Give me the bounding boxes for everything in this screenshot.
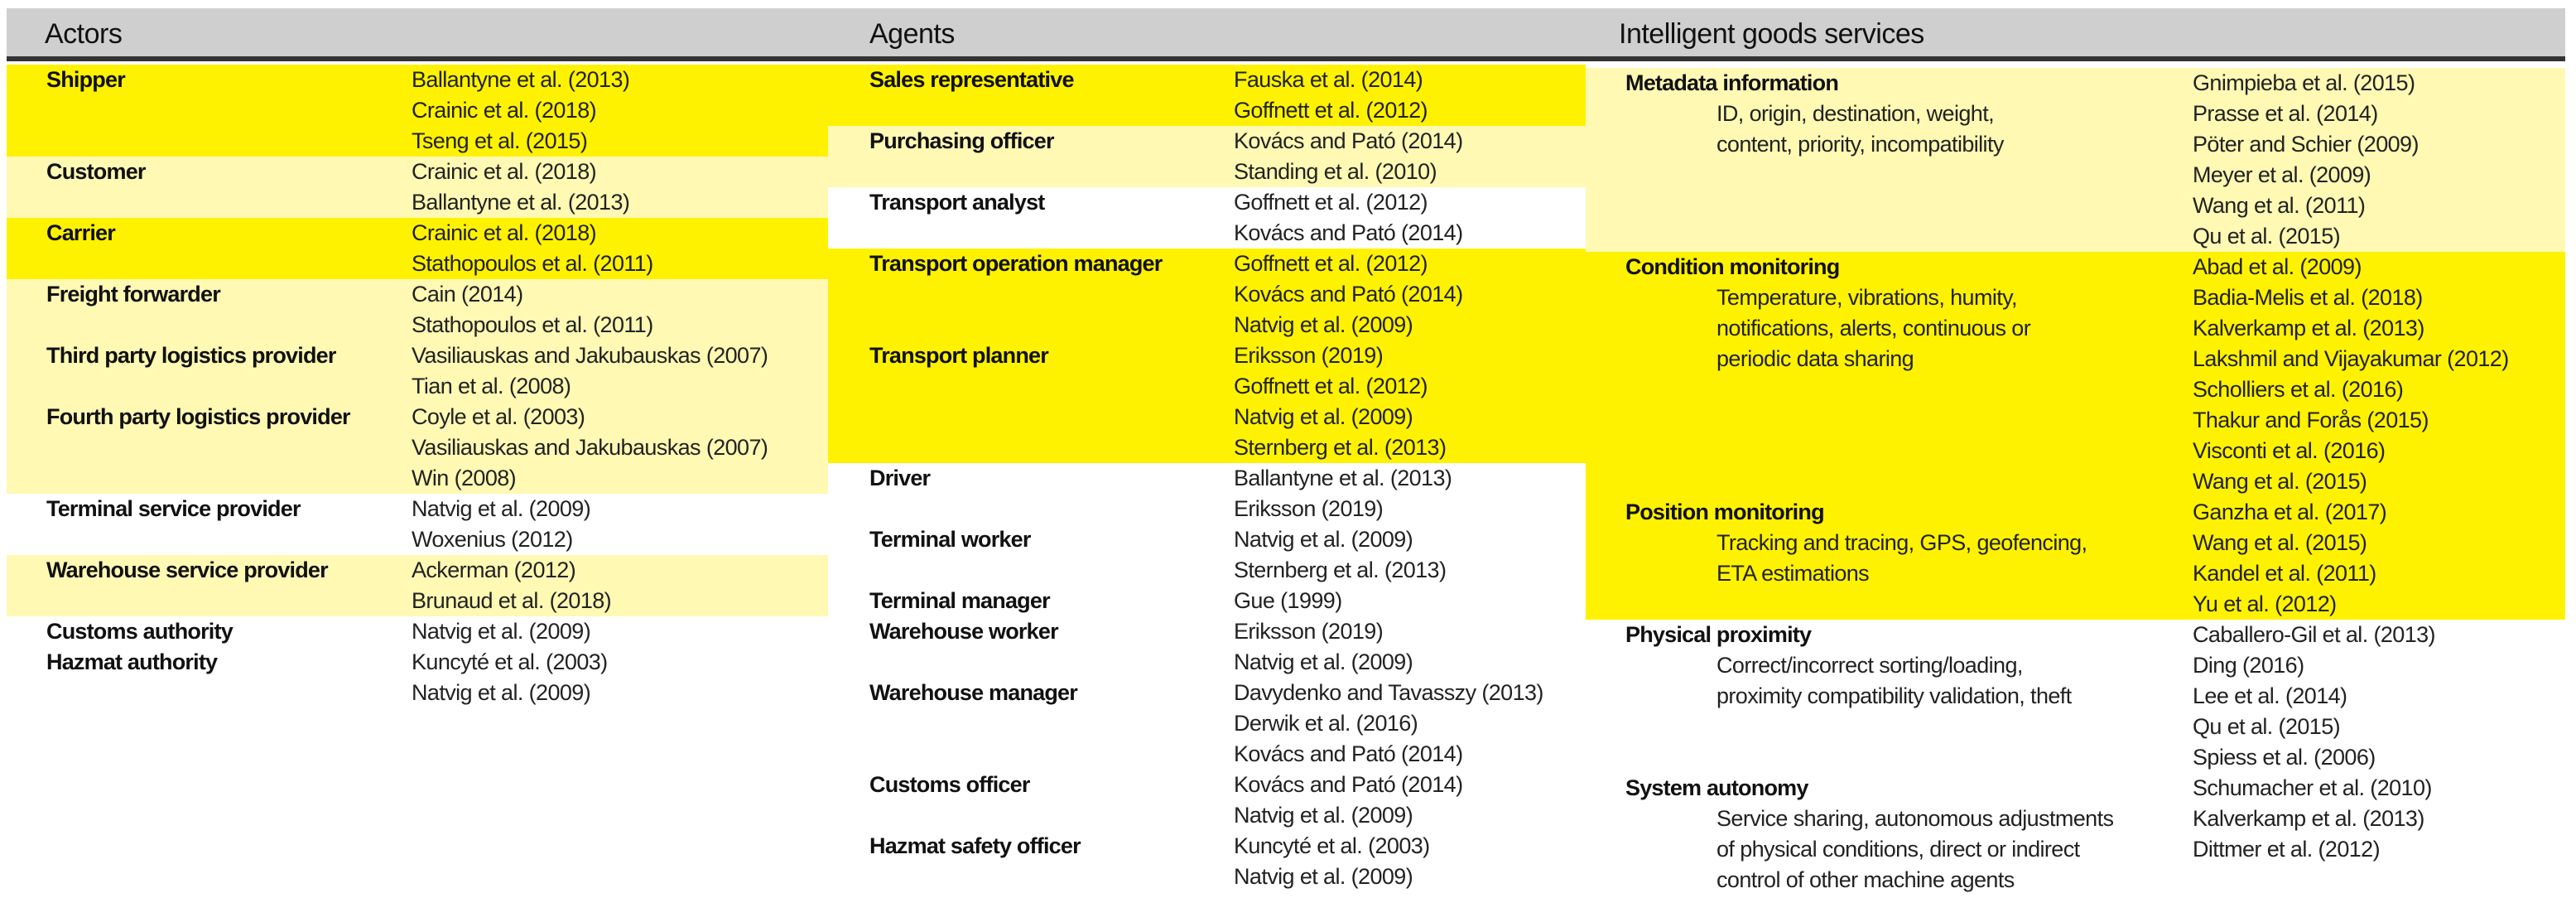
agents-row-label: Purchasing officer <box>869 128 1054 153</box>
header-agents: Agents <box>869 18 955 50</box>
reference-citation: Visconti et al. (2016) <box>2193 438 2386 463</box>
agents-row-label: Terminal worker <box>869 527 1031 552</box>
reference-citation: Goffnett et al. (2012) <box>1234 251 1428 276</box>
reference-citation: Natvig et al. (2009) <box>1234 404 1413 429</box>
reference-citation: Standing et al. (2010) <box>1234 159 1437 184</box>
reference-citation: Win (2008) <box>412 466 517 490</box>
actors-row-label: Warehouse service provider <box>46 558 328 582</box>
igs-row-description: ID, origin, destination, weight, <box>1717 101 1994 126</box>
reference-citation: Wang et al. (2015) <box>2193 530 2367 555</box>
reference-citation: Yu et al. (2012) <box>2193 591 2337 616</box>
reference-citation: Pöter and Schier (2009) <box>2193 132 2419 157</box>
reference-citation: Davydenko and Tavasszy (2013) <box>1234 680 1543 705</box>
actors-row-label: Hazmat authority <box>46 649 218 674</box>
actors-row-label: Carrier <box>46 220 115 245</box>
reference-citation: Kalverkamp et al. (2013) <box>2193 806 2424 831</box>
igs-row-description: Service sharing, autonomous adjustments <box>1717 806 2114 831</box>
igs-row-description: periodic data sharing <box>1717 346 1914 371</box>
reference-citation: Goffnett et al. (2012) <box>1234 374 1428 398</box>
reference-citation: Ganzha et al. (2017) <box>2193 500 2387 524</box>
table-header <box>7 8 2565 61</box>
reference-citation: Wang et al. (2011) <box>2193 193 2366 218</box>
reference-citation: Ding (2016) <box>2193 653 2304 678</box>
reference-citation: Stathopoulos et al. (2011) <box>412 251 653 276</box>
reference-citation: Natvig et al. (2009) <box>1234 527 1413 552</box>
agents-row-label: Terminal manager <box>869 588 1050 613</box>
reference-citation: Thakur and Forås (2015) <box>2193 408 2429 432</box>
reference-citation: Sternberg et al. (2013) <box>1234 558 1447 582</box>
agents-row-label: Driver <box>869 466 931 490</box>
reference-citation: Ackerman (2012) <box>412 558 576 582</box>
reference-citation: Tian et al. (2008) <box>412 374 571 398</box>
reference-citation: Kuncyté et al. (2003) <box>412 649 608 674</box>
agents-row-label: Transport planner <box>869 343 1048 368</box>
actors-row-label: Third party logistics provider <box>46 343 336 368</box>
igs-row-description: Temperature, vibrations, humity, <box>1717 285 2017 310</box>
reference-citation: Schumacher et al. (2010) <box>2193 775 2432 800</box>
reference-citation: Natvig et al. (2009) <box>412 619 591 644</box>
actors-row-label: Terminal service provider <box>46 496 301 521</box>
reference-citation: Sternberg et al. (2013) <box>1234 435 1447 460</box>
reference-citation: Ballantyne et al. (2013) <box>412 67 630 92</box>
agents-row-label: Sales representative <box>869 67 1074 92</box>
reference-citation: Fauska et al. (2014) <box>1234 67 1423 92</box>
agents-row-label: Transport operation manager <box>869 251 1163 276</box>
reference-citation: Meyer et al. (2009) <box>2193 162 2371 187</box>
reference-citation: Kuncyté et al. (2003) <box>1234 833 1430 858</box>
agents-row-label: Warehouse manager <box>869 680 1077 705</box>
igs-row-description: control of other machine agents <box>1717 867 2015 892</box>
reference-citation: Vasiliauskas and Jakubauskas (2007) <box>412 343 768 368</box>
igs-row-label: Physical proximity <box>1625 622 1812 647</box>
header-intelligent-goods-services: Intelligent goods services <box>1619 18 1924 50</box>
agents-row <box>828 463 1586 524</box>
igs-row-label: Condition monitoring <box>1625 254 1840 279</box>
reference-citation: Kovács and Pató (2014) <box>1234 282 1463 307</box>
reference-citation: Lakshmil and Vijayakumar (2012) <box>2193 346 2509 371</box>
reference-citation: Kovács and Pató (2014) <box>1234 741 1463 766</box>
reference-citation: Woxenius (2012) <box>412 527 573 552</box>
igs-row-description: Tracking and tracing, GPS, geofencing, <box>1717 530 2087 555</box>
reference-citation: Spiess et al. (2006) <box>2193 745 2376 770</box>
reference-citation: Tseng et al. (2015) <box>412 128 588 153</box>
reference-citation: Prasse et al. (2014) <box>2193 101 2378 126</box>
actors-row-label: Fourth party logistics provider <box>46 404 350 429</box>
igs-row-description: of physical conditions, direct or indirect <box>1717 837 2080 862</box>
reference-citation: Qu et al. (2015) <box>2193 714 2341 739</box>
actors-row-label: Freight forwarder <box>46 282 220 307</box>
reference-citation: Ballantyne et al. (2013) <box>1234 466 1452 490</box>
reference-citation: Natvig et al. (2009) <box>1234 649 1413 674</box>
reference-citation: Kovács and Pató (2014) <box>1234 220 1463 245</box>
reference-citation: Kandel et al. (2011) <box>2193 561 2376 586</box>
reference-citation: Eriksson (2019) <box>1234 619 1384 644</box>
actors-row-label: Customer <box>46 159 146 184</box>
reference-citation: Crainic et al. (2018) <box>412 98 597 123</box>
reference-citation: Vasiliauskas and Jakubauskas (2007) <box>412 435 768 460</box>
actors-row-label: Customs authority <box>46 619 233 644</box>
reference-citation: Natvig et al. (2009) <box>1234 803 1413 828</box>
reference-citation: Stathopoulos et al. (2011) <box>412 312 653 337</box>
igs-row-description: Correct/incorrect sorting/loading, <box>1717 653 2023 678</box>
igs-row-description: ETA estimations <box>1717 561 1870 586</box>
reference-citation: Derwik et al. (2016) <box>1234 711 1418 736</box>
reference-citation: Lee et al. (2014) <box>2193 683 2347 708</box>
reference-citation: Gue (1999) <box>1234 588 1342 613</box>
reference-citation: Kovács and Pató (2014) <box>1234 772 1463 797</box>
igs-row-description: proximity compatibility validation, theft <box>1717 683 2072 708</box>
reference-citation: Qu et al. (2015) <box>2193 224 2341 249</box>
header-actors: Actors <box>45 18 123 50</box>
reference-citation: Dittmer et al. (2012) <box>2193 837 2380 862</box>
igs-row-description: content, priority, incompatibility <box>1717 132 2004 157</box>
reference-citation: Goffnett et al. (2012) <box>1234 190 1428 215</box>
reference-citation: Natvig et al. (2009) <box>1234 864 1413 889</box>
reference-citation: Coyle et al. (2003) <box>412 404 585 429</box>
igs-row-label: Metadata information <box>1625 70 1839 95</box>
reference-citation: Wang et al. (2015) <box>2193 469 2367 494</box>
reference-citation: Abad et al. (2009) <box>2193 254 2362 279</box>
reference-citation: Natvig et al. (2009) <box>1234 312 1413 337</box>
reference-citation: Cain (2014) <box>412 282 523 307</box>
reference-citation: Scholliers et al. (2016) <box>2193 377 2404 402</box>
igs-row-description: notifications, alerts, continuous or <box>1717 316 2031 340</box>
reference-citation: Ballantyne et al. (2013) <box>412 190 630 215</box>
reference-citation: Badia-Melis et al. (2018) <box>2193 285 2423 310</box>
actors-row-label: Shipper <box>46 67 125 92</box>
agents-row-label: Warehouse worker <box>869 619 1058 644</box>
reference-citation: Natvig et al. (2009) <box>412 496 591 521</box>
agents-row-label: Transport analyst <box>869 190 1045 215</box>
reference-citation: Gnimpieba et al. (2015) <box>2193 70 2415 95</box>
igs-row-label: Position monitoring <box>1625 500 1824 524</box>
agents-row-label: Hazmat safety officer <box>869 833 1081 858</box>
reference-citation: Eriksson (2019) <box>1234 343 1384 368</box>
reference-citation: Eriksson (2019) <box>1234 496 1384 521</box>
reference-citation: Kalverkamp et al. (2013) <box>2193 316 2424 340</box>
reference-citation: Brunaud et al. (2018) <box>412 588 612 613</box>
reference-citation: Natvig et al. (2009) <box>412 680 591 705</box>
reference-citation: Goffnett et al. (2012) <box>1234 98 1428 123</box>
reference-citation: Caballero-Gil et al. (2013) <box>2193 622 2435 647</box>
reference-citation: Crainic et al. (2018) <box>412 159 597 184</box>
agents-row-label: Customs officer <box>869 772 1030 797</box>
reference-citation: Crainic et al. (2018) <box>412 220 597 245</box>
reference-citation: Kovács and Pató (2014) <box>1234 128 1463 153</box>
igs-row-label: System autonomy <box>1625 775 1808 800</box>
